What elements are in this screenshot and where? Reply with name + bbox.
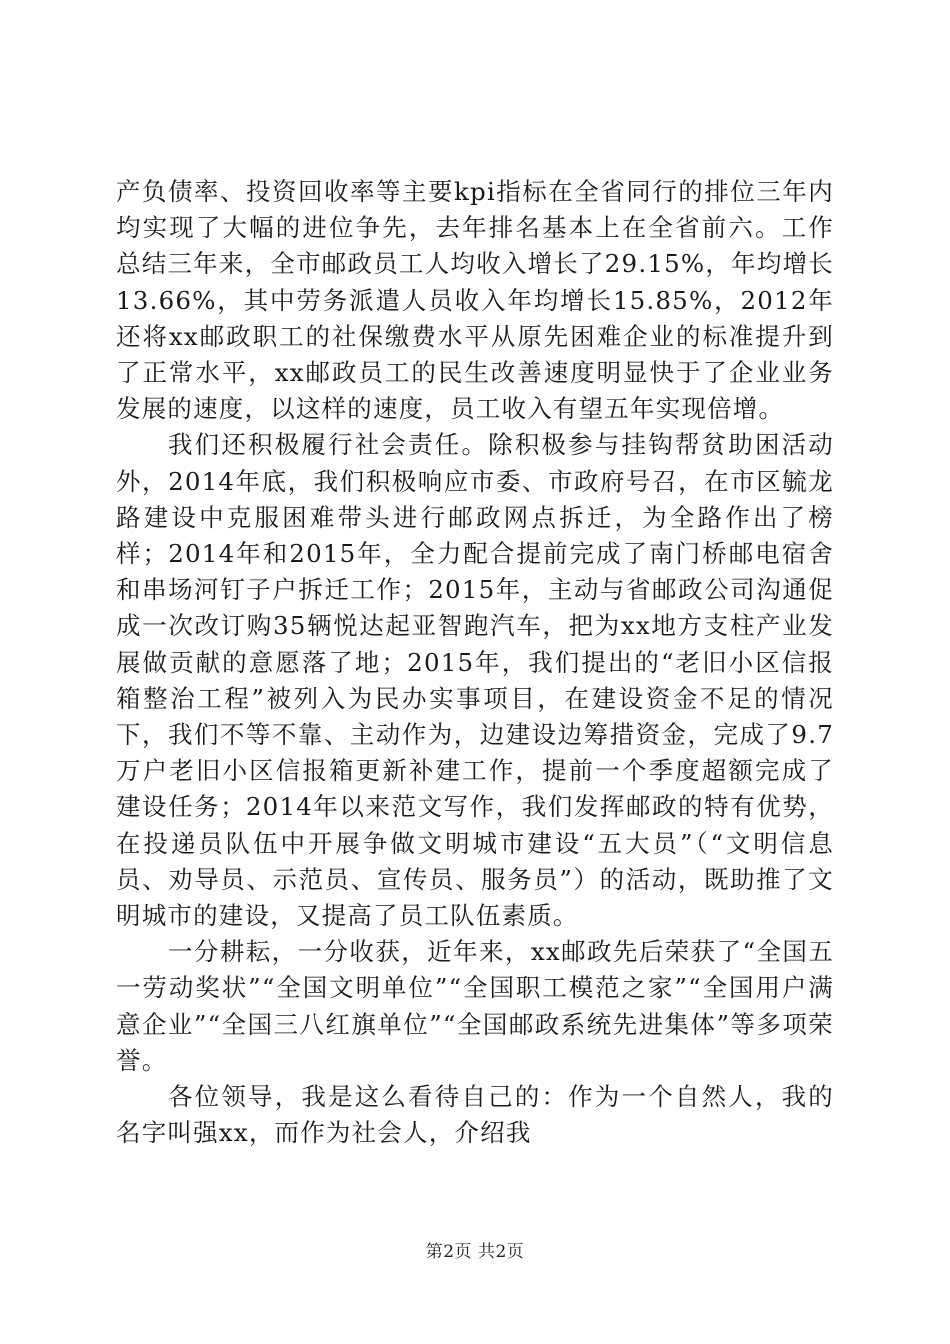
document-body <box>116 174 834 1151</box>
paragraph-social-responsibility: 我们还积极履行社会责任。除积极参与挂钩帮贫助困活动外，2014年底，我们积极响应市委、市政府号召，在市区毓龙路建设中克服困难带头进行邮政网点拆迁，为全路作出了榜样；2014年和2015年，全力配合提前完成了南门桥邮电宿舍和串场河钉子户拆迁工作；2015年，主动与省邮政公司沟通促成一次改订购35辆悦达起亚智跑汽车，把为xx地方支柱产业发展做贡献的意愿落了地；2015年，我们提出的“老旧小区信报箱整治工程”被列入为民办实事项目，在建设资金不足的情况下，我们不等不靠、主动作为，边建设边筹措资金，完成了9.7万户老旧小区信报箱更新补建工作，提前一个季度超额完成了建设任务；2014年以来范文写作，我们发挥邮政的特有优势，在投递员队伍中开展争做文明城市建设“五大员”（“文明信息员、劝导员、示范员、宣传员、服务员”）的活动，既助推了文明城市的建设，又提高了员工队伍素质。 <box>116 430 834 931</box>
page-number-footer: 第2页 共2页 <box>425 1242 525 1262</box>
paragraph-self-introduction: 各位领导，我是这么看待自己的：作为一个自然人，我的名字叫强xx，而作为社会人，介绍我 <box>116 1082 834 1148</box>
paragraph-honors: 一分耕耘，一分收获，近年来，xx邮政先后荣获了“全国五一劳动奖状”“全国文明单位”“全国职工模范之家”“全国用户满意企业”“全国三八红旗单位”“全国邮政系统先进集体”等多项荣誉。 <box>116 937 834 1075</box>
paragraph-continuation: 产负债率、投资回收率等主要kpi指标在全省同行的排位三年内均实现了大幅的进位争先，去年排名基本上在全省前六。工作总结三年来，全市邮政员工人均收入增长了29.15%，年均增长13.66%，其中劳务派遣人员收入年均增长15.85%，2012年还将xx邮政职工的社保缴费水平从原先困难企业的标准提升到了正常水平，xx邮政员工的民生改善速度明显快于了企业业务发展的速度，以这样的速度，员工收入有望五年实现倍增。 <box>116 177 834 424</box>
